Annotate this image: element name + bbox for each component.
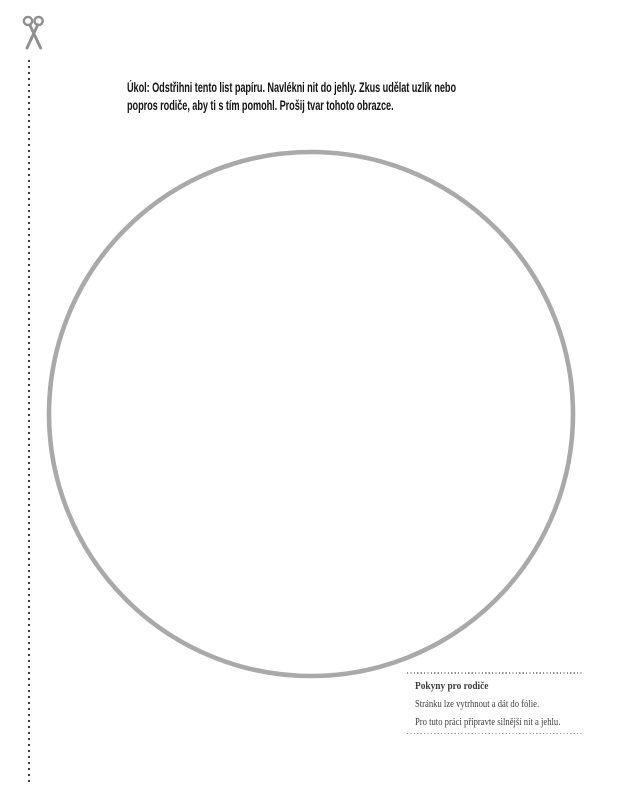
dotted-divider-top [407, 672, 584, 674]
task-instructions [127, 79, 456, 114]
parent-instructions-line-1: Stránku lze vytrhnout a dát do fólie. [415, 698, 540, 710]
task-line-1: Úkol: Odstřihni tento list papíru. Navlékni nit do jehly. Zkus udělat uzlík nebo [127, 80, 456, 95]
dotted-divider-bottom [407, 733, 584, 735]
task-line-2: popros rodiče, aby ti s tím pomohl. Prošij tvar tohoto obrazce. [127, 97, 394, 113]
parent-instructions-line-2: Pro tuto práci připravte silnější nit a jehlu. [415, 716, 561, 728]
scissors-icon [21, 15, 47, 53]
parent-instructions [407, 672, 584, 734]
parent-instructions-title: Pokyny pro rodiče [415, 679, 489, 692]
cut-dotted-line [28, 60, 30, 786]
